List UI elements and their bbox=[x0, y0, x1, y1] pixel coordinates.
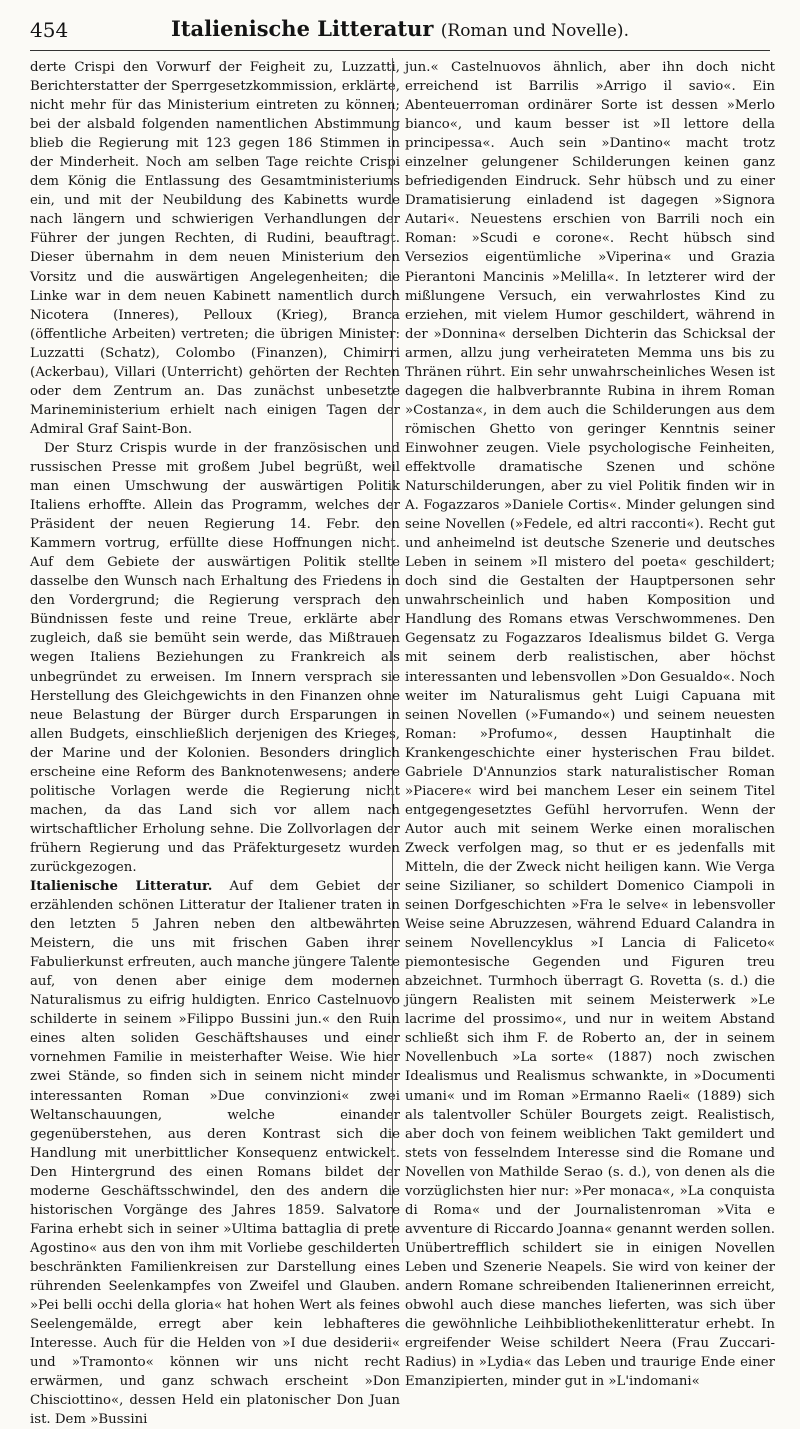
section-heading: Italienische Litteratur. bbox=[30, 879, 213, 895]
left-paragraph-1: derte Crispi den Vorwurf der Feigheit zu, Luzzatti, Berichterstatter der Sperrgesetzkommission, erklärte, nicht mehr für das Ministerium eintreten zu können; bei der alsbald folgenden namentlichen Abstimmung blieb die Regierung mit 123 gegen 186 Stimmen in der Minderheit. Noch am selben Tage reichte Crispi dem König die Entlassung des Gesamtministeriums ein, und mit der Neubildung des Kabinetts wurde nach längern und schwierigen Verhandlungen der Führer der jungen Rechten, di Rudini, beauftragt. Dieser übernahm in dem neuen Ministerium den Vorsitz und die auswärtigen Angelegenheiten; die Linke war in dem neuen Kabinett namentlich durch Nicotera (Inneres), Pelloux (Krieg), Branca (öffentliche Arbeiten) vertreten; die übrigen Minister: Luzzatti (Schatz), Colombo (Finanzen), Chimirri (Ackerbau), Villari (Unterricht) gehörten der Rechten oder dem Zentrum an. Das zunächst unbesetzte Marineministerium erhielt nach einigen Tagen der Admiral Graf Saint-Bon. bbox=[30, 60, 400, 437]
running-title-main: Italienische Litteratur bbox=[171, 16, 434, 41]
running-header bbox=[30, 10, 770, 51]
right-column bbox=[405, 58, 775, 1391]
left-paragraph-2: Der Sturz Crispis wurde in der französischen und russischen Presse mit großem Jubel begrüßt, weil man einen Umschwung der auswärtigen Politik Italiens erhoffte. Allein das Programm, welches der Präsident der neuen Regierung 14. Febr. den Kammern vortrug, erfüllte diese Hoffnungen nicht. Auf dem Gebiete der auswärtigen Politik stellte dasselbe den Wunsch nach Erhaltung des Friedens in den Vordergrund; die Regierung versprach den Bündnissen feste und reine Treue, erklärte aber zugleich, daß sie bemüht sein werde, das Mißtrauen wegen Italiens Beziehungen zu Frankreich als unbegründet zu erweisen. Im Innern versprach sie Herstellung des Gleichgewichts in den Finanzen ohne neue Belastung der Bürger durch Ersparungen in allen Budgets, einschließlich derjenigen des Krieges, der Marine und der Kolonien. Besonders dringlich erscheine eine Reform des Banknotenwesens; andere politische Vorlagen werde die Regierung nicht machen, da das Land sich vor allem nach wirtschaftlicher Erholung sehne. Die Zollvorlagen der frühern Regierung und das Präfekturgesetz wurden zurückgezogen. bbox=[30, 440, 400, 875]
page-number: 454 bbox=[30, 18, 69, 42]
right-paragraph-1: jun.« Castelnuovos ähnlich, aber ihn doch nicht erreichend ist Barrilis »Arrigo il savio«. Ein Abenteuerroman ordinärer Sorte ist dessen »Merlo bianco«, und kaum besser ist »Il lettore della principessa«. Auch sein »Dantino« macht trotz einzelner gelungener Schilderungen keinen ganz befriedigenden Eindruck. Sehr hübsch und zu einer Dramatisierung einladend ist dagegen »Signora Autari«. Neuestens erschien von Barrili noch ein Roman: »Scudi e corone«. Recht hübsch sind Versezios eigentümliche »Viperina« und Grazia Pierantoni Mancinis »Melilla«. In letzterer wird der mißlungene Versuch, ein verwahrlostes Kind zu erziehen, mit vielem Humor geschildert, während in der »Donnina« derselben Dichterin das Schicksal der armen, allzu jung verheirateten Memma uns bis zu Thränen rührt. Ein sehr unwahrscheinliches Wesen ist dagegen die halbverbrannte Rubina in ihrem Roman »Costanza«, in dem auch die Schilderungen aus dem römischen Ghetto von geringer Kenntnis seiner Einwohner zeugen. Viele psychologische Feinheiten, effektvolle dramatische Szenen und schöne Naturschilderungen, aber zu viel Politik finden wir in A. Fogazzaros »Daniele Cortis«. Minder gelungen sind seine Novellen (»Fedele, ed altri racconti«). Recht gut und anheimelnd ist deutsche Szenerie und deutsches Leben in seinem »Il mistero del poeta« geschildert; doch sind die Gestalten der Hauptpersonen sehr unwahrscheinlich und haben Komposition und Handlung des Romans etwas Verschwommenes. Den Gegensatz zu Fogazzaros Idealismus bildet G. Verga mit seinem derb realistischen, aber höchst interessanten und lebensvollen »Don Gesualdo«. Noch weiter im Naturalismus geht Luigi Capuana mit seinen Novellen (»Fumando«) und seinem neuesten Roman: »Profumo«, dessen Hauptinhalt die Krankengeschichte einer hysterischen Frau bildet. Gabriele D'Annunzios stark naturalistischer Roman »Piacere« wird bei manchem Leser ein seinem Titel entgegengesetztes Gefühl hervorrufen. Wenn der Autor auch mit seinem Werke einen moralischen Zweck verfolgen mag, so thut er es jedenfalls mit Mitteln, die der Zweck nicht heiligen kann. Wie Verga seine Sizilianer, so schildert Domenico Ciampoli in seinen Dorfgeschichten »Fra le selve« in lebensvoller Weise seine Abruzzesen, während Eduard Calandra in seinem Novellencyklus »I Lancia di Faliceto« piemontesische Gegenden und Figuren treu abzeichnet. Turmhoch überragt G. Rovetta (s. d.) die jüngern Realisten mit seinem Meisterwerk »Le lacrime del prossimo«, und nur in weitem Abstand schließt sich ihm F. de Roberto an, der in seinem Novellenbuch »La sorte« (1887) noch zwischen Idealismus und Realismus schwankte, in »Documenti umani« und im Roman »Ermanno Raeli« (1889) sich als talentvoller Schüler Bourgets zeigt. Realistisch, aber doch von feinem weiblichen Takt gemildert und stets von fesselndem Interesse sind die Romane und Novellen von Mathilde Serao (s. d.), von denen als die vorzüglichsten hier nur: »Per monaca«, »La conquista di Roma« und der Journalistenroman »Vita e avventure di Riccardo Joanna« genannt werden sollen. Unübertrefflich schildert sie in einigen Novellen Leben und Szenerie Neapels. Sie wird von keiner der andern Romane schreibenden Italienerinnen erreicht, obwohl auch diese manches lieferten, was sich über die gewöhnliche Leihbibliothekenlitteratur erhebt. In ergreifender Weise schildert Neera (Frau Zuccari-Radius) in »Lydia« das Leben und traurige Ende einer Emanzipierten, minder gut in »L'indomani« bbox=[405, 60, 775, 1390]
running-title bbox=[30, 16, 770, 41]
left-paragraph-3-text: Auf dem Gebiet der erzählenden schönen Litteratur der Italiener traten in den letzten 5 Jahren neben den altbewährten Meistern, die uns mit frischen Gaben ihrer Fabulierkunst erfreuten, auch manche jüngere Talente auf, von denen aber einige dem modernen Naturalismus zu eifrig huldigten. Enrico Castelnuovo schilderte in seinem »Filippo Bussini jun.« den Ruin eines alten soliden Geschäftshauses und einer vornehmen Familie in meisterhafter Weise. Wie hier zwei Stände, so finden sich in seinem nicht minder interessanten Roman »Due convinzioni« zwei Weltanschauungen, welche einander gegenüberstehen, aus deren Kontrast sich die Handlung mit unerbittlicher Konsequenz entwickelt. Den Hintergrund des einen Romans bildet der moderne Geschäftsschwindel, den des andern die historischen Vorgänge des Jahres 1859. Salvatore Farina erhebt sich in seiner »Ultima battaglia di prete Agostino« aus den von ihm mit Vorliebe geschilderten beschränkten Familienkreisen zur Darstellung eines rührenden Seelenkampfes von Zweifel und Glauben. »Pei belli occhi della gloria« hat hohen Wert als feines Seelengemälde, erregt aber kein lebhafteres Interesse. Auch für die Helden von »I due desiderii« und »Tramonto« können wir uns nicht recht erwärmen, und ganz schwach erscheint »Don Chisciottino«, dessen Held ein platonischer Don Juan ist. Dem »Bussini bbox=[30, 879, 400, 1428]
left-column bbox=[30, 58, 400, 1429]
running-title-suffix: (Roman und Novelle). bbox=[440, 21, 629, 41]
column-divider bbox=[392, 58, 393, 1243]
left-paragraph-3 bbox=[30, 877, 400, 1429]
